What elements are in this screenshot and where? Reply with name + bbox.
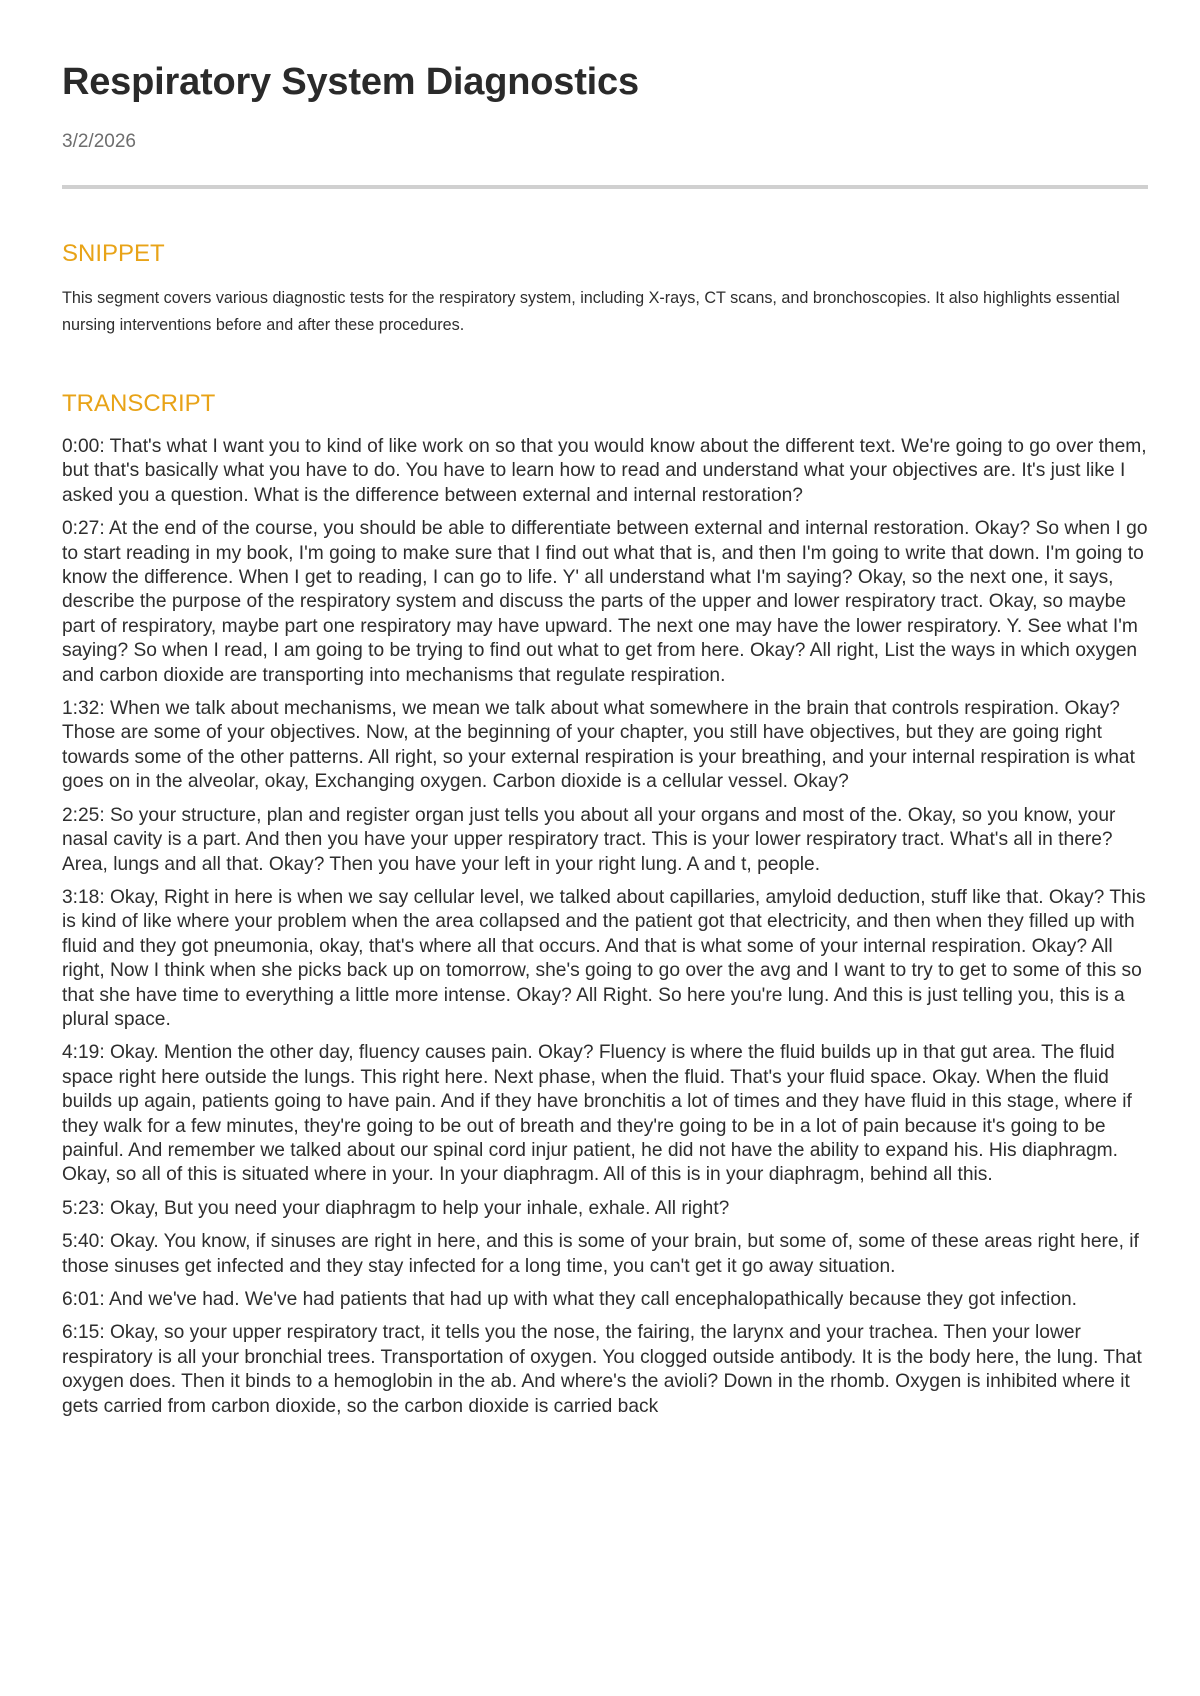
- transcript-body: [62, 435, 1152, 1419]
- snippet-text: This segment covers various diagnostic tests for the respiratory system, including X-rays, CT scans, and bronchoscopies. It also highlights essential nursing interventions before and after these procedures.: [62, 289, 1120, 334]
- transcript-paragraph: 4:19: Okay. Mention the other day, fluency causes pain. Okay? Fluency is where the fluid builds up in that gut area. The fluid space right here outside the lungs. This right here. Next phase, when the fluid. That's your fluid space. Okay. When the fluid builds up again, patients going to have pain. And if they have bronchitis a lot of times and they have fluid in this stage, where if they walk for a few minutes, they're going to be out of breath and they're going to be in a lot of pain because it's going to be painful. And remember we talked about our spinal cord injur patient, he did not have the ability to expand his. His diaphragm. Okay, so all of this is situated where in your. In your diaphragm. All of this is in your diaphragm, behind all this.: [62, 1042, 1132, 1186]
- snippet-heading: SNIPPET: [62, 240, 165, 267]
- page-title: Respiratory System Diagnostics: [62, 61, 639, 103]
- transcript-paragraph: 0:00: That's what I want you to kind of like work on so that you would know about the different text. We're going to go over them, but that's basically what you have to do. You have to learn how to read and understand what your objectives are. It's just like I asked you a question. What is the difference between external and internal restoration?: [62, 436, 1147, 506]
- transcript-paragraph: 5:40: Okay. You know, if sinuses are right in here, and this is some of your brain, but some of, some of these areas right here, if those sinuses get infected and they stay infected for a long time, you can't get it go away situation.: [62, 1231, 1139, 1277]
- transcript-paragraph: 6:01: And we've had. We've had patients that had up with what they call encephalopathically because they got infection.: [62, 1289, 1077, 1310]
- transcript-paragraph: 3:18: Okay, Right in here is when we say cellular level, we talked about capillaries, amyloid deduction, stuff like that. Okay? This is kind of like where your problem when the area collapsed and the patient got that electricity, and then when they filled up with fluid and they got pneumonia, okay, that's where all that occurs. And that is what some of your internal respiration. Okay? All right, Now I think when she picks back up on tomorrow, she's going to go over the avg and I want to try to get to some of this so that she have time to everything a little more intense. Okay? All Right. So here you're lung. And this is just telling you, this is a plural space.: [62, 886, 1146, 1030]
- header-divider: [62, 185, 1148, 189]
- transcript-paragraph: 1:32: When we talk about mechanisms, we mean we talk about what somewhere in the brain that controls respiration. Okay? Those are some of your objectives. Now, at the beginning of your chapter, you still have objectives, but they are going right towards some of the other patterns. All right, so your external respiration is your breathing, and your internal respiration is what goes on in the alveolar, okay, Exchanging oxygen. Carbon dioxide is a cellular vessel. Okay?: [62, 698, 1135, 793]
- transcript-paragraph: 2:25: So your structure, plan and register organ just tells you about all your organs and most of the. Okay, so you know, your nasal cavity is a part. And then you have your upper respiratory tract. This is your lower respiratory tract. What's all in there? Area, lungs and all that. Okay? Then you have your left in your right lung. A and t, people.: [62, 804, 1116, 875]
- transcript-paragraph: 6:15: Okay, so your upper respiratory tract, it tells you the nose, the fairing, the larynx and your trachea. Then your lower respiratory is all your bronchial trees. Transportation of oxygen. You clogged outside antibody. It is the body here, the lung. That oxygen does. Then it binds to a hemoglobin in the ab. And where's the avioli? Down in the rhomb. Oxygen is inhibited where it gets carried from carbon dioxide, so the carbon dioxide is carried back: [62, 1322, 1142, 1417]
- transcript-heading: TRANSCRIPT: [62, 390, 216, 417]
- document-date: 3/2/2026: [62, 131, 136, 152]
- transcript-paragraph: 0:27: At the end of the course, you should be able to differentiate between external and internal restoration. Okay? So when I go to start reading in my book, I'm going to make sure that I find out what that is, and then I'm going to write that down. I'm going to know the difference. When I get to reading, I can go to life. Y' all understand what I'm saying? Okay, so the next one, it says, describe the purpose of the respiratory system and discuss the parts of the upper and lower respiratory tract. Okay, so maybe part of respiratory, maybe part one respiratory may have upward. The next one may have the lower respiratory. Y. See what I'm saying? So when I read, I am going to be trying to find out what to get from here. Okay? All right, List the ways in which oxygen and carbon dioxide are transporting into mechanisms that regulate respiration.: [62, 518, 1148, 686]
- transcript-paragraph: 5:23: Okay, But you need your diaphragm to help your inhale, exhale. All right?: [62, 1197, 730, 1219]
